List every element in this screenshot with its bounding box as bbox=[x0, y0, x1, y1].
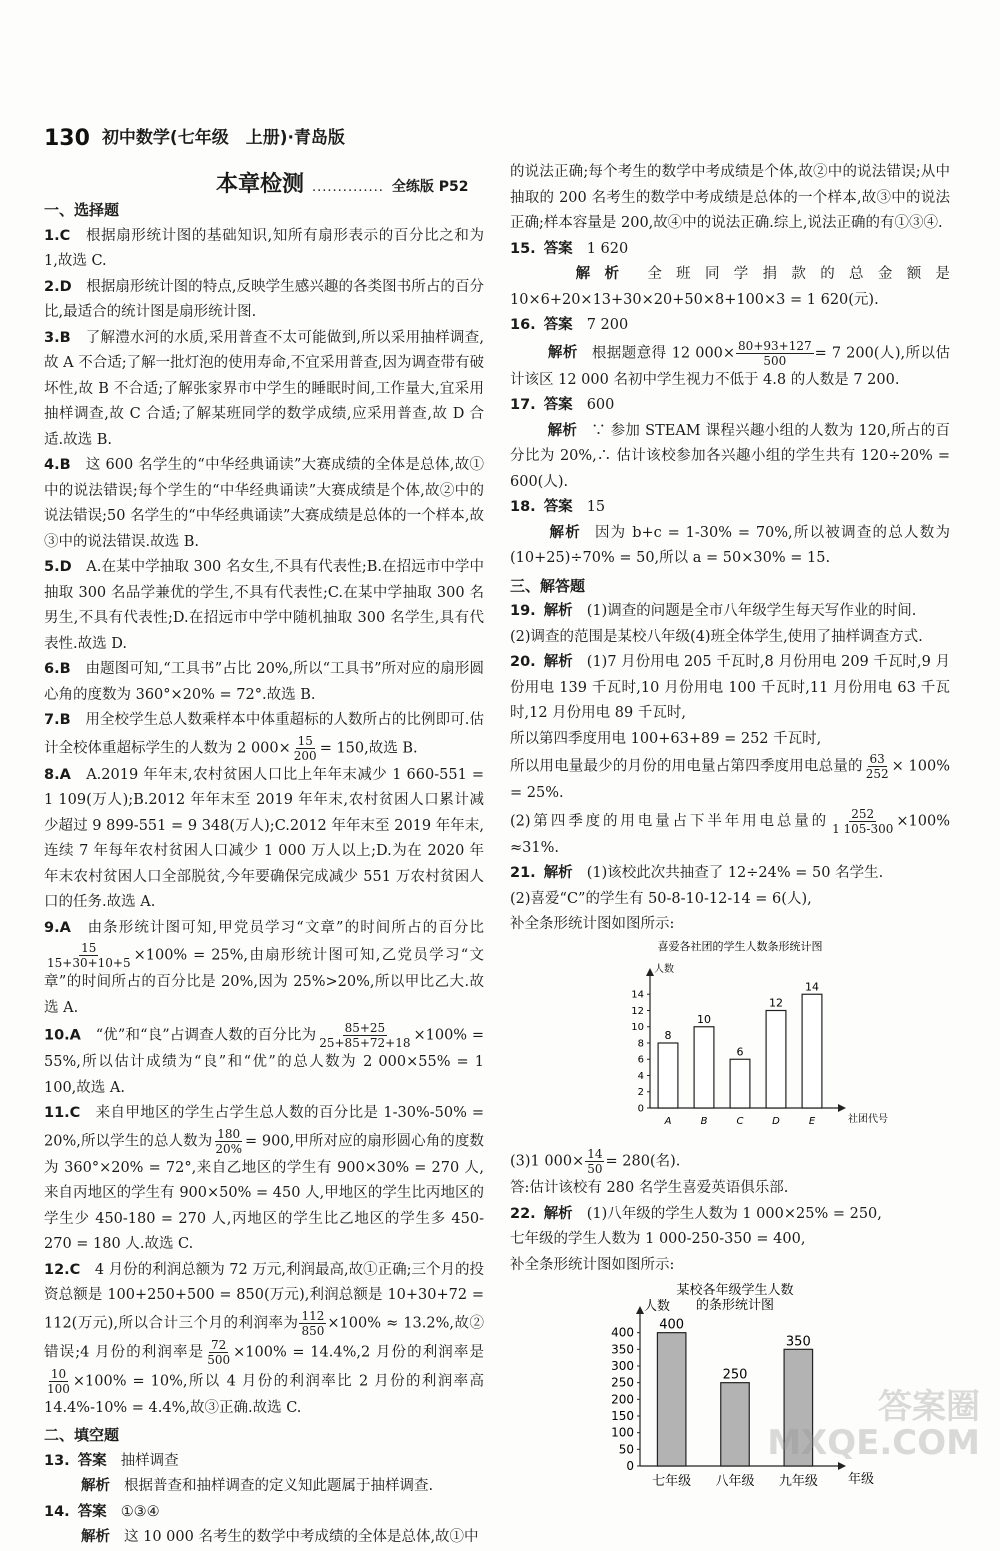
item-text: ×100% = 25%,由扇形统计图可知,乙党员学习“文章”的时间所占的百分比是 20%,因为 25%>20%,所以甲比乙大.故选 A. bbox=[44, 947, 484, 1016]
x-tick-label: C bbox=[736, 1115, 744, 1127]
numerator: 252 bbox=[851, 806, 875, 821]
y-tick-label: 2 bbox=[637, 1086, 644, 1098]
section-reference: 全练版 P52 bbox=[391, 179, 469, 195]
numerator: 85+25 bbox=[344, 1021, 386, 1035]
heading-choice: 一、选择题 bbox=[44, 201, 120, 219]
leader-dots: .............. bbox=[312, 180, 384, 195]
answer-item bbox=[44, 657, 484, 708]
item-text: 了解澧水河的水质,采用普查不太可能做到,所以采用抽样调查,故 A 不合适;了解一批灯泡的使用寿命,不宜采用普查,因为调查带有破坏性,故 B 不合适;了解张家界市中学生的睡眠时间,工作量大,宜采用抽样调查,故 C 合适;了解某班同学的数学成绩,应采用普查,故 D 合适.故选 B. bbox=[44, 329, 485, 448]
item-number: 12.C bbox=[44, 1261, 81, 1278]
denominator: 15+30+10+5 bbox=[47, 956, 131, 970]
explanation-text: 因为 b+c = 1-30% = 70%,所以被调查的总人数为(10+25)÷70% = 50,所以 a = 50×30% = 15. bbox=[510, 524, 950, 566]
answer-item bbox=[510, 1202, 950, 1228]
explanation-text: ∵ 参加 STEAM 课程兴趣小组的人数为 120,所占的百分比为 20%,∴ 估计该校参加各兴趣小组的学生共有 120÷20% = 600(人). bbox=[510, 422, 951, 490]
item-number: 11.C bbox=[44, 1105, 81, 1121]
y-tick-label: 6 bbox=[637, 1054, 644, 1066]
bar bbox=[730, 1059, 750, 1108]
item-number: 20. bbox=[510, 654, 536, 670]
explanation-text: = 7 200(人),所以估计该区 12 000 名初中学生视力不低于 4.8 的人数是 7 200. bbox=[510, 345, 951, 388]
x-tick-label: A bbox=[664, 1115, 672, 1127]
bar-value-label: 6 bbox=[736, 1044, 744, 1058]
bar-value-label: 14 bbox=[805, 979, 819, 993]
bar bbox=[694, 1026, 714, 1107]
chart-subtitle: 的条形统计图 bbox=[695, 1298, 775, 1313]
item-text: 根据扇形统计图的基础知识,知所有扇形表示的百分比之和为 1,故选 C. bbox=[44, 227, 485, 269]
explanation bbox=[510, 419, 950, 496]
y-tick-label: 50 bbox=[618, 1442, 634, 1457]
y-tick-label: 100 bbox=[611, 1425, 634, 1440]
explanation-text: 根据普查和抽样调查的定义知此题属于抽样调查. bbox=[124, 1478, 434, 1494]
x-axis-label: 年级 bbox=[848, 1472, 875, 1487]
answer-item bbox=[510, 313, 950, 339]
y-tick-label: 0 bbox=[626, 1459, 634, 1473]
item-text: 由题图可知,“工具书”占比 20%,所以“工具书”所对应的扇形圆心角的度数为 360°×20% = 72°.故选 B. bbox=[44, 661, 484, 703]
item-text: ×100% = 55%,所以估计成绩为“良”和“优”的总人数为 2 000×55% = 1 100,故选 A. bbox=[44, 1027, 484, 1096]
numerator: 80+93+127 bbox=[738, 338, 812, 353]
denominator: 252 bbox=[865, 767, 889, 781]
answer-text: 抽样调查 bbox=[120, 1452, 179, 1469]
fraction bbox=[585, 1147, 604, 1176]
explanation-tag: 解析 bbox=[575, 266, 634, 282]
y-tick-label: 350 bbox=[611, 1342, 634, 1357]
bar-value-label: 250 bbox=[722, 1367, 748, 1383]
x-tick-label: 七年级 bbox=[652, 1474, 692, 1488]
item-text: 用全校学生总人数乘样本中体重超标的人数所占的比例即可.估计全校体重超标学生的人数为 2 000× bbox=[44, 712, 485, 756]
bar-value-label: 8 bbox=[664, 1028, 672, 1042]
heading-solve: 三、解答题 bbox=[510, 576, 586, 595]
item-text: = 150,故选 B. bbox=[319, 740, 418, 756]
explanation-line bbox=[510, 1147, 950, 1176]
denominator: 1 105-300 bbox=[832, 821, 894, 836]
item-number: 4.B bbox=[44, 457, 71, 473]
answer-item bbox=[44, 763, 484, 916]
item-number: 18. bbox=[510, 499, 536, 515]
item-number: 10.A bbox=[44, 1027, 81, 1044]
chart-title: 某校各年级学生人数 bbox=[676, 1283, 794, 1298]
explanation-text: (1)八年级的学生人数为 1 000×25% = 250, bbox=[586, 1205, 882, 1222]
item-number: 16. bbox=[510, 317, 536, 333]
x-tick-label: E bbox=[808, 1115, 816, 1127]
explanation-text: (1)该校此次共抽查了 12÷24% = 50 名学生. bbox=[586, 865, 884, 881]
x-tick-label: 九年级 bbox=[778, 1474, 818, 1488]
answer-item bbox=[44, 326, 484, 454]
explanation-text: (1)调查的问题是全市八年级学生每天写作业的时间. bbox=[586, 603, 917, 619]
explanation-line: (2)喜爱“C”的学生有 50-8-10-12-14 = 6(人), bbox=[510, 890, 812, 907]
bar bbox=[721, 1383, 750, 1466]
item-text: 这 600 名学生的“中华经典诵读”大赛成绩的全体是总体,故①中的说法错误;每个学生的“中华经典诵读”大赛成绩是个体,故②中的说法错误;50 名学生的“中华经典诵读”大赛成绩是总体的一个样本,故③中的说法错误.故选 B. bbox=[44, 457, 485, 550]
explanation-line bbox=[510, 752, 950, 807]
numerator: 112 bbox=[301, 1308, 325, 1323]
explanation-text: = 280(名). bbox=[605, 1153, 681, 1170]
answer-item bbox=[44, 916, 484, 1022]
explanation-line: 答:估计该校有 280 名学生喜爱英语俱乐部. bbox=[510, 1180, 789, 1196]
numerator: 14 bbox=[587, 1147, 603, 1161]
y-tick-label: 4 bbox=[637, 1070, 644, 1082]
numerator: 180 bbox=[217, 1126, 241, 1141]
y-tick-label: 10 bbox=[631, 1021, 644, 1033]
item-number: 15. bbox=[510, 240, 536, 257]
denominator: 500 bbox=[763, 353, 787, 368]
y-tick-label: 12 bbox=[631, 1005, 644, 1017]
answer-tag: 答案 bbox=[543, 240, 573, 257]
answer-item bbox=[510, 393, 950, 419]
x-axis-label: 社团代号 bbox=[848, 1113, 888, 1125]
explanation-text: 根据题意得 12 000× bbox=[591, 345, 736, 361]
item-number: 5.D bbox=[44, 559, 72, 575]
item-text: A.在某中学抽取 300 名女生,不具有代表性;B.在招远市中学中抽取 300 名品学兼优的学生,不具有代表性;C.在某中学抽取 300 名男生,不具有代表性;D.在招远市中学中随机抽取 300 名学生,具有代表性.故选 D. bbox=[44, 559, 485, 652]
y-axis-label: 人数 bbox=[654, 963, 674, 975]
bar bbox=[658, 1043, 678, 1108]
explanation-text: 这 10 000 名考生的数学中考成绩的全体是总体,故①中 bbox=[124, 1529, 479, 1545]
denominator: 850 bbox=[301, 1323, 325, 1338]
fraction bbox=[45, 1367, 72, 1396]
explanation-text: (1)7 月份用电 205 千瓦时,8 月份用电 209 千瓦时,9 月份用电 139 千瓦时,10 月份用电 100 千瓦时,11 月份用电 63 千瓦时,12 月份用电 89 千瓦时, bbox=[510, 654, 950, 721]
item-text: 由条形统计图可知,甲党员学习“文章”的时间所占的百分比 bbox=[87, 919, 484, 936]
item-number: 3.B bbox=[44, 329, 71, 346]
explanation-tag: 解析 bbox=[547, 422, 578, 439]
section-title-text: 本章检测 bbox=[216, 172, 305, 197]
explanation-tag: 解析 bbox=[543, 865, 573, 881]
numerator: 10 bbox=[50, 1366, 67, 1381]
explanation-line bbox=[510, 807, 950, 862]
item-number: 6.B bbox=[44, 661, 71, 677]
answer-tag: 答案 bbox=[543, 499, 573, 515]
explanation bbox=[510, 339, 950, 394]
answer-item bbox=[44, 1101, 484, 1258]
item-number: 21. bbox=[510, 865, 536, 881]
explanation-text: ×100% ≈31%. bbox=[510, 813, 950, 856]
answer-text: 15 bbox=[586, 499, 606, 515]
fraction bbox=[317, 1021, 412, 1050]
bar-value-label: 400 bbox=[659, 1317, 685, 1333]
item-number: 1.C bbox=[44, 227, 71, 244]
item-text: A.2019 年年末,农村贫困人口比上年年末减少 1 660-551 = 1 109(万人);B.2012 年年末至 2019 年年末,农村贫困人口累计减少超过 9 899-551 = 9 348(万人);C.2012 年年末至 2019 年年末,连续 7 年每年农村贫困人口减少 1 000 万人以上;D.为在 2020 年年末农村贫困人口全部脱贫,今年要确保完成减少 551 万农村贫困人口的任务.故选 A. bbox=[44, 766, 485, 910]
item-text: = 900,甲所对应的扇形圆心角的度数为 360°×20% = 72°,来自乙地区的学生有 900×30% = 270 人,来自丙地区的学生有 900×50% = 450 人,甲地区的学生比丙地区的学生少 450-180 = 270 人,丙地区的学生比乙地区的学生多 450-270 = 180 人.故选 C. bbox=[44, 1133, 484, 1252]
item-number: 14. bbox=[44, 1503, 70, 1520]
left-column bbox=[44, 196, 484, 1551]
explanation-tag: 解析 bbox=[81, 1478, 110, 1494]
item-number: 2.D bbox=[44, 278, 72, 295]
fraction bbox=[830, 807, 895, 836]
answer-item bbox=[44, 1258, 484, 1422]
denominator: 200 bbox=[293, 748, 317, 763]
answer-item bbox=[510, 861, 950, 887]
answer-text: 1 620 bbox=[586, 240, 629, 257]
fraction bbox=[864, 752, 891, 781]
fraction bbox=[292, 734, 319, 763]
y-axis-arrow bbox=[646, 968, 654, 976]
numerator: 72 bbox=[211, 1337, 227, 1352]
y-tick-label: 250 bbox=[611, 1375, 634, 1390]
answer-tag: 答案 bbox=[543, 397, 573, 413]
denominator: 500 bbox=[207, 1352, 231, 1367]
item-text: ×100% = 10%,所以 4 月份的利润率比 2 月份的利润率高 14.4%-10% = 4.4%,故③正确.故选 C. bbox=[44, 1373, 484, 1416]
right-column bbox=[510, 160, 950, 1498]
explanation-tag: 解析 bbox=[543, 603, 573, 619]
answer-text: ①③④ bbox=[120, 1503, 160, 1520]
bar bbox=[802, 994, 822, 1108]
answer-item bbox=[510, 599, 950, 625]
explanation-line: 补全条形统计图如图所示: bbox=[510, 1256, 675, 1273]
explanation-tag: 解析 bbox=[81, 1529, 110, 1545]
numerator: 63 bbox=[869, 752, 885, 766]
explanation-line: (2)调查的范围是某校八年级(4)班全体学生,使用了抽样调查方式. bbox=[510, 628, 923, 645]
x-axis-arrow bbox=[838, 1104, 846, 1112]
fraction bbox=[213, 1127, 244, 1156]
x-tick-label: D bbox=[772, 1115, 780, 1127]
denominator: 25+85+72+18 bbox=[319, 1036, 411, 1050]
y-tick-label: 8 bbox=[637, 1037, 644, 1049]
explanation-line: 所以第四季度用电 100+63+89 = 252 千瓦时, bbox=[510, 730, 822, 747]
watermark-line: MXQE.COM bbox=[767, 1423, 980, 1463]
y-tick-label: 150 bbox=[611, 1409, 634, 1423]
explanation-tag: 解析 bbox=[543, 654, 573, 670]
explanation bbox=[44, 1474, 484, 1500]
chart-title: 喜爱各社团的学生人数条形统计图 bbox=[657, 939, 823, 953]
answer-item bbox=[44, 453, 484, 555]
item-text: 来自甲地区的学生占学生总人数的百分比是 1-30%-50% = 20%,所以学生的总人数为 bbox=[44, 1105, 485, 1149]
answer-tag: 答案 bbox=[77, 1452, 107, 1469]
item-number: 7.B bbox=[44, 712, 71, 728]
y-tick-label: 400 bbox=[611, 1325, 634, 1340]
y-tick-label: 300 bbox=[611, 1359, 634, 1373]
explanation-tag: 解析 bbox=[543, 1205, 573, 1222]
club-bar-chart bbox=[510, 938, 950, 1138]
fraction bbox=[45, 941, 133, 970]
answer-tag: 答案 bbox=[543, 317, 573, 333]
item-number: 22. bbox=[510, 1205, 536, 1222]
explanation bbox=[510, 262, 950, 313]
explanation-line: 七年级的学生人数为 1 000-250-350 = 400, bbox=[510, 1231, 806, 1247]
item-text: ×100% = 14.4%,2 月份的利润率是 bbox=[233, 1344, 484, 1360]
answer-tag: 答案 bbox=[77, 1503, 107, 1520]
denominator: 20% bbox=[215, 1141, 243, 1156]
x-tick-label: B bbox=[700, 1115, 708, 1127]
item-number: 17. bbox=[510, 397, 536, 413]
y-axis-arrow bbox=[636, 1306, 644, 1314]
answer-item bbox=[510, 495, 950, 521]
y-axis-label: 人数 bbox=[644, 1299, 671, 1314]
explanation-text: 所以用电量最少的月份的用电量占第四季度用电总量的 bbox=[510, 758, 863, 775]
answer-item bbox=[44, 555, 484, 657]
fraction bbox=[736, 339, 814, 368]
watermark-line: 答案圈 bbox=[878, 1387, 980, 1427]
item-text: “优”和“良”占调查人数的百分比为 bbox=[95, 1027, 317, 1044]
item-number: 8.A bbox=[44, 766, 71, 783]
answer-text: 7 200 bbox=[586, 317, 629, 333]
fraction bbox=[299, 1309, 326, 1338]
explanation-text: (2)第四季度的用电量占下半年用电总量的 bbox=[510, 813, 830, 829]
answer-item bbox=[44, 224, 484, 275]
fraction bbox=[205, 1338, 232, 1367]
denominator: 50 bbox=[587, 1162, 603, 1176]
x-axis-arrow bbox=[838, 1462, 846, 1470]
bar bbox=[766, 1010, 786, 1108]
answer-item bbox=[44, 275, 484, 326]
answer-item bbox=[44, 1021, 484, 1101]
continued-text: 的说法正确;每个考生的数学中考成绩是个体,故②中的说法错误;从中抽取的 200 名考生的数学中考成绩是总体的一个样本,故③中的说法正确;样本容量是 200,故④中的说法正确.综上,说法正确的有①③④. bbox=[510, 164, 950, 231]
y-tick-label: 14 bbox=[631, 989, 644, 1001]
answer-item bbox=[510, 237, 950, 263]
numerator: 15 bbox=[297, 733, 313, 748]
book-title: 初中数学(七年级 上册)·青岛版 bbox=[101, 128, 345, 149]
bar-value-label: 10 bbox=[697, 1012, 711, 1026]
item-number: 13. bbox=[44, 1452, 70, 1469]
answer-item bbox=[44, 708, 484, 763]
answer-text: 600 bbox=[586, 397, 615, 413]
explanation-text: × 100% = 25%. bbox=[510, 758, 951, 801]
bar bbox=[657, 1333, 686, 1466]
item-text: 4 月份的利润总额为 72 万元,利润最高,故①正确;三个月的投资总额是 100+250+500 = 850(万元),利润总额是 10+30+72 = 112(万元),所以合计三个月的利润率为 bbox=[44, 1261, 485, 1331]
page-header bbox=[44, 124, 345, 154]
x-tick-label: 八年级 bbox=[715, 1474, 755, 1488]
heading-fill: 二、填空题 bbox=[44, 1426, 120, 1444]
answer-item bbox=[44, 1500, 484, 1526]
item-number: 19. bbox=[510, 603, 536, 619]
y-tick-label: 0 bbox=[637, 1102, 644, 1114]
answer-item bbox=[510, 650, 950, 727]
item-text: 根据扇形统计图的特点,反映学生感兴趣的各类图书所占的百分比,最适合的统计图是扇形统计图. bbox=[44, 278, 485, 320]
explanation-tag: 解析 bbox=[547, 345, 578, 361]
explanation-tag: 解析 bbox=[549, 524, 581, 541]
denominator: 100 bbox=[47, 1381, 70, 1396]
page-number: 130 bbox=[44, 126, 90, 152]
explanation bbox=[44, 1525, 484, 1551]
y-tick-label: 200 bbox=[611, 1392, 634, 1407]
bar-value-label: 350 bbox=[785, 1334, 811, 1350]
watermark bbox=[767, 1389, 980, 1461]
explanation-text: (3)1 000× bbox=[510, 1153, 585, 1170]
explanation-text: 全班同学捐款的总金额是 10×6+20×13+30×20+50×8+100×3 = 1 620(元). bbox=[510, 266, 951, 308]
item-text: ×100% ≈ 13.2%,故②错误;4 月份的利润率是 bbox=[44, 1315, 484, 1360]
numerator: 15 bbox=[81, 941, 97, 955]
bar-value-label: 12 bbox=[769, 996, 783, 1009]
answer-item bbox=[44, 1449, 484, 1475]
explanation bbox=[510, 521, 950, 572]
explanation-line: 补全条形统计图如图所示: bbox=[510, 916, 675, 932]
item-number: 9.A bbox=[44, 919, 71, 936]
